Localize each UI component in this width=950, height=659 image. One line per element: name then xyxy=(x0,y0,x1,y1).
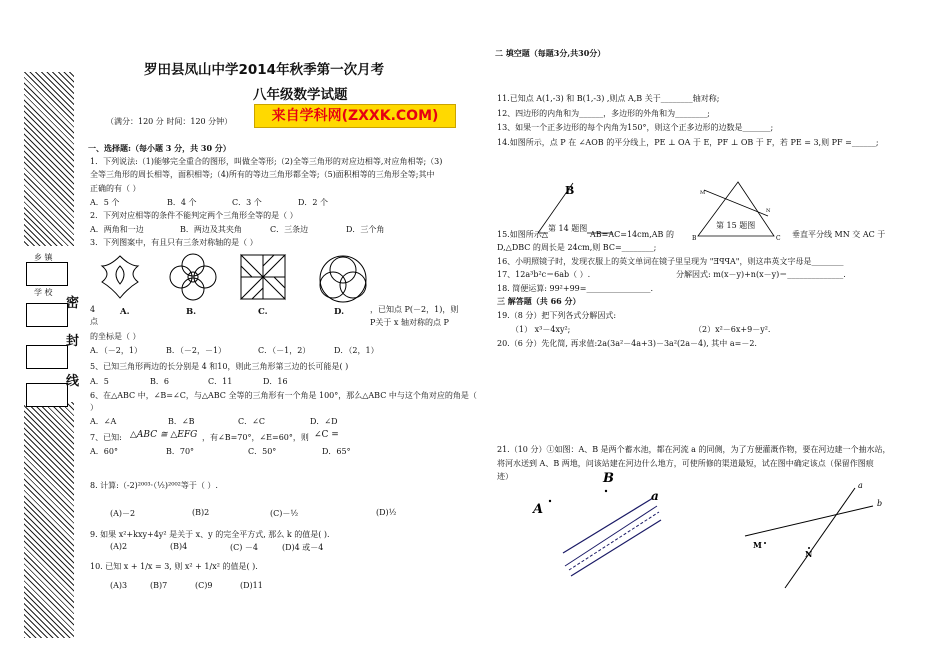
q21-lines-figure xyxy=(745,481,882,588)
q2-opt-d: D．三个角 xyxy=(346,225,385,234)
q8-text: 8. 计算:（-2)²⁰⁰³·（½)²⁰⁰²等于（ ）. xyxy=(90,481,218,490)
q17-part-b: 分解因式: m(x－y)+n(x－y)＝______________. xyxy=(676,270,846,279)
q7-opt-c: C．50° xyxy=(248,447,277,456)
q18-text: 18. 简便运算: 99²+99=________________. xyxy=(497,284,654,293)
q5-opt-d: D．16 xyxy=(263,377,288,386)
q4-number: 4 xyxy=(90,305,96,314)
q21-label-line-b: b xyxy=(877,499,883,508)
q3-label-b: B. xyxy=(186,307,197,317)
q3-label-c: C. xyxy=(258,307,268,317)
q5-opt-c: C．11 xyxy=(208,377,233,386)
q9-text: 9. 如果 x²+kxy+4y² 是关于 x、y 的完全平方式, 那么 k 的值是( ). xyxy=(90,530,330,539)
q21-label-n: N xyxy=(805,549,813,559)
q3-figure-b xyxy=(170,254,216,300)
binding-label-school: 学 校 xyxy=(34,288,53,297)
q21-line1: 21.（10 分）①如图：A、B 是两个蓄水池，都在河流 a 的同侧，为了方便灌溉作物，要在河边建一个抽水站， xyxy=(497,445,891,454)
q7-pre: 7、已知: xyxy=(90,433,122,442)
q21-figures xyxy=(525,468,925,593)
section2-heading: 二 填空题（每题3分,共30分） xyxy=(495,48,606,58)
q21-label-m: M xyxy=(753,540,762,550)
q6-line2: ） xyxy=(90,403,98,412)
q6-opt-b: B．∠B xyxy=(168,417,195,426)
q1-line2: 全等三角形的周长相等，面积相等;（4)所有的等边三角形都全等;（5)面积相等的三角形全等;其中 xyxy=(90,170,435,179)
q1-opt-d: D．2 个 xyxy=(298,198,329,207)
q19-part1: （1） x³－4xy²; xyxy=(511,325,571,334)
q3-figure-d xyxy=(320,256,366,302)
svg-text:B: B xyxy=(565,184,575,197)
q4-left: 点 xyxy=(90,317,98,326)
q6-line1: 6、在△ABC 中，∠B=∠C，与△ABC 全等的三角形有一个角是 100°，那么△ABC 中与这个角对应的角是（ xyxy=(90,391,477,400)
q9-opt-d: (D)4 或－4 xyxy=(282,543,324,552)
q19-part2: （2）x²－6x+9－y². xyxy=(694,325,771,334)
binding-box-school[interactable] xyxy=(26,303,68,327)
q2-opt-a: A．两角和一边 xyxy=(90,225,144,234)
q9-opt-a: (A)2 xyxy=(110,542,128,551)
q4-opt-a: A．（－2，1） xyxy=(90,346,142,355)
q3-label-d: D. xyxy=(334,307,345,317)
q15-part-b: AB=AC=14cm,AB 的 xyxy=(590,230,674,239)
q2-opt-c: C．三条边 xyxy=(270,225,309,234)
q1-opt-b: B．4 个 xyxy=(167,198,197,207)
q8-opt-b: (B)2 xyxy=(192,508,210,517)
q10-opt-a: (A)3 xyxy=(110,581,128,590)
q10-text: 10. 已知 x + 1/x = 3, 则 x² + 1/x² 的值是( ). xyxy=(90,562,258,571)
binding-box-class[interactable] xyxy=(26,345,68,369)
q5-opt-b: B．6 xyxy=(150,377,169,386)
q15-line2: D,△DBC 的周长是 24cm,则 BC=________; xyxy=(497,243,657,252)
q21-label-a-point: A xyxy=(533,502,544,517)
q3-label-a: A. xyxy=(120,307,130,317)
score-time: （满分：120 分 时间：120 分钟） xyxy=(106,117,233,126)
q21-label-line-a: a xyxy=(858,481,863,490)
figure-15 xyxy=(686,178,786,242)
q1-line3: 正确的有（ ） xyxy=(90,184,141,193)
q4-line2: 的坐标是（ ） xyxy=(90,332,141,341)
q14-text: 14.如图所示，点 P 在 ∠AOB 的平分线上，PE ⊥ OA 于 E，PF ⊥ OB 于 F，若 PE = 3,则 PF =______; xyxy=(497,138,879,147)
q1-opt-a: A．5 个 xyxy=(90,198,120,207)
svg-text:N: N xyxy=(766,208,771,214)
q7-opt-b: B．70° xyxy=(166,447,195,456)
q20-text: 20.（6 分）先化简, 再求值:2a(3a²－4a+3)－3a²(2a－4), 其中 a=－2. xyxy=(497,339,757,348)
q3-figures xyxy=(100,252,400,310)
q7-mid: △ABC ≅ △EFG xyxy=(130,430,198,440)
q8-opt-c: (C)－½ xyxy=(270,509,299,518)
seal-char-feng: 封 xyxy=(66,334,80,349)
q4-opt-b: B．（－2，－1） xyxy=(166,346,227,355)
q8-opt-a: (A)－2 xyxy=(110,509,136,518)
q21-line3: 迹） xyxy=(497,472,513,481)
q4-opt-c: C．（－1，2） xyxy=(258,346,311,355)
svg-text:B: B xyxy=(692,235,697,242)
q9-opt-c: (C) －4 xyxy=(230,543,258,552)
binding-label-town: 乡 镇 xyxy=(34,253,53,262)
page-title: 罗田县凤山中学2014年秋季第一次月考 xyxy=(144,62,385,78)
svg-text:C: C xyxy=(776,235,781,242)
svg-text:M: M xyxy=(700,190,706,196)
page-subtitle: 八年级数学试题 xyxy=(253,87,348,103)
q10-opt-d: (D)11 xyxy=(240,581,263,590)
q21-line2: 将河水送到 A、B 两地，问该站建在河边什么地方，可使所修的渠道最短，试在图中确定该点（保留作图痕 xyxy=(497,459,874,468)
q13-text: 13、如果一个正多边形的每个内角为150°，则这个正多边形的边数是_______; xyxy=(497,123,774,132)
fig14-caption: 第 14 题图 xyxy=(548,224,588,233)
q21-label-river-a: a xyxy=(651,489,659,503)
q5-text: 5、已知三角形两边的长分别是 4 和10，则此三角形第三边的长可能是( ) xyxy=(90,362,349,371)
q21-label-b-point: B xyxy=(603,471,614,486)
q7-end: ∠C = xyxy=(314,430,339,440)
q7-opt-d: D．65° xyxy=(322,447,351,456)
q2-text: 2．下列对应相等的条件不能判定两个三角形全等的是（ ） xyxy=(90,211,298,220)
q3-figure-c xyxy=(241,255,285,299)
q12-text: 12、四边形的内角和为______，多边形的外角和为________; xyxy=(497,109,710,118)
q1-opt-c: C．3 个 xyxy=(232,198,262,207)
section1-heading: 一、选择题:（每小题 3 分，共 30 分） xyxy=(88,143,231,153)
q7-opt-a: A．60° xyxy=(90,447,118,456)
q7-post: ，有∠B=70°，∠E=60°，则 xyxy=(202,433,309,442)
binding-box-name[interactable] xyxy=(26,383,68,407)
q16-text: 16、小明照镜子时，发现衣服上的英文单词在镜子里呈现为 "ƎꟼꟼA"，则这串英文字母是________ xyxy=(497,257,844,266)
section3-heading: 三 解答题（共 66 分） xyxy=(497,296,581,306)
q10-opt-b: (B)7 xyxy=(150,581,168,590)
q4-text-right2: P关于 x 轴对称的点 P xyxy=(370,318,449,327)
q11-text: 11.已知点 A(1,-3) 和 B(1,-3) ,则点 A,B 关于________轴对称; xyxy=(497,94,720,103)
q2-opt-b: B．两边及其夹角 xyxy=(180,225,242,234)
q19-text: 19.（8 分）把下列各式分解因式: xyxy=(497,311,617,320)
q15-part-a: 15.如图所示△ xyxy=(497,230,548,239)
seal-char-xian: 线 xyxy=(66,374,80,389)
q5-opt-a: A．5 xyxy=(90,377,109,386)
watermark-logo: 来自学科网(ZXXK.COM) xyxy=(254,104,456,128)
q21-river-figure xyxy=(531,471,661,576)
q3-figure-a xyxy=(102,256,138,298)
q4-text-right: ，已知点 P(－2，1)，则 xyxy=(370,305,459,314)
q10-opt-c: (C)9 xyxy=(195,581,213,590)
q3-text: 3．下列图案中，有且只有三条对称轴的是（ ） xyxy=(90,238,258,247)
q6-opt-c: C．∠C xyxy=(238,417,265,426)
fig15-caption: 第 15 题图 xyxy=(716,221,756,230)
q6-opt-a: A．∠A xyxy=(90,417,117,426)
q17-part-a: 17、12a³b²c＝6ab（ ）. xyxy=(497,270,591,279)
q1-line1: 1．下列说法:（1)能够完全重合的图形，叫做全等形;（2)全等三角形的对应边相等,对应角相等;（3) xyxy=(90,157,443,166)
q6-opt-d: D．∠D xyxy=(310,417,338,426)
q8-opt-d: (D)½ xyxy=(376,508,397,517)
q4-opt-d: D．（2，1） xyxy=(334,346,379,355)
binding-box-town[interactable] xyxy=(26,262,68,286)
q15-part-c: 垂直平分线 MN 交 AC 于 xyxy=(792,230,886,239)
q9-opt-b: (B)4 xyxy=(170,542,188,551)
seal-char-mi: 密 xyxy=(66,296,80,311)
